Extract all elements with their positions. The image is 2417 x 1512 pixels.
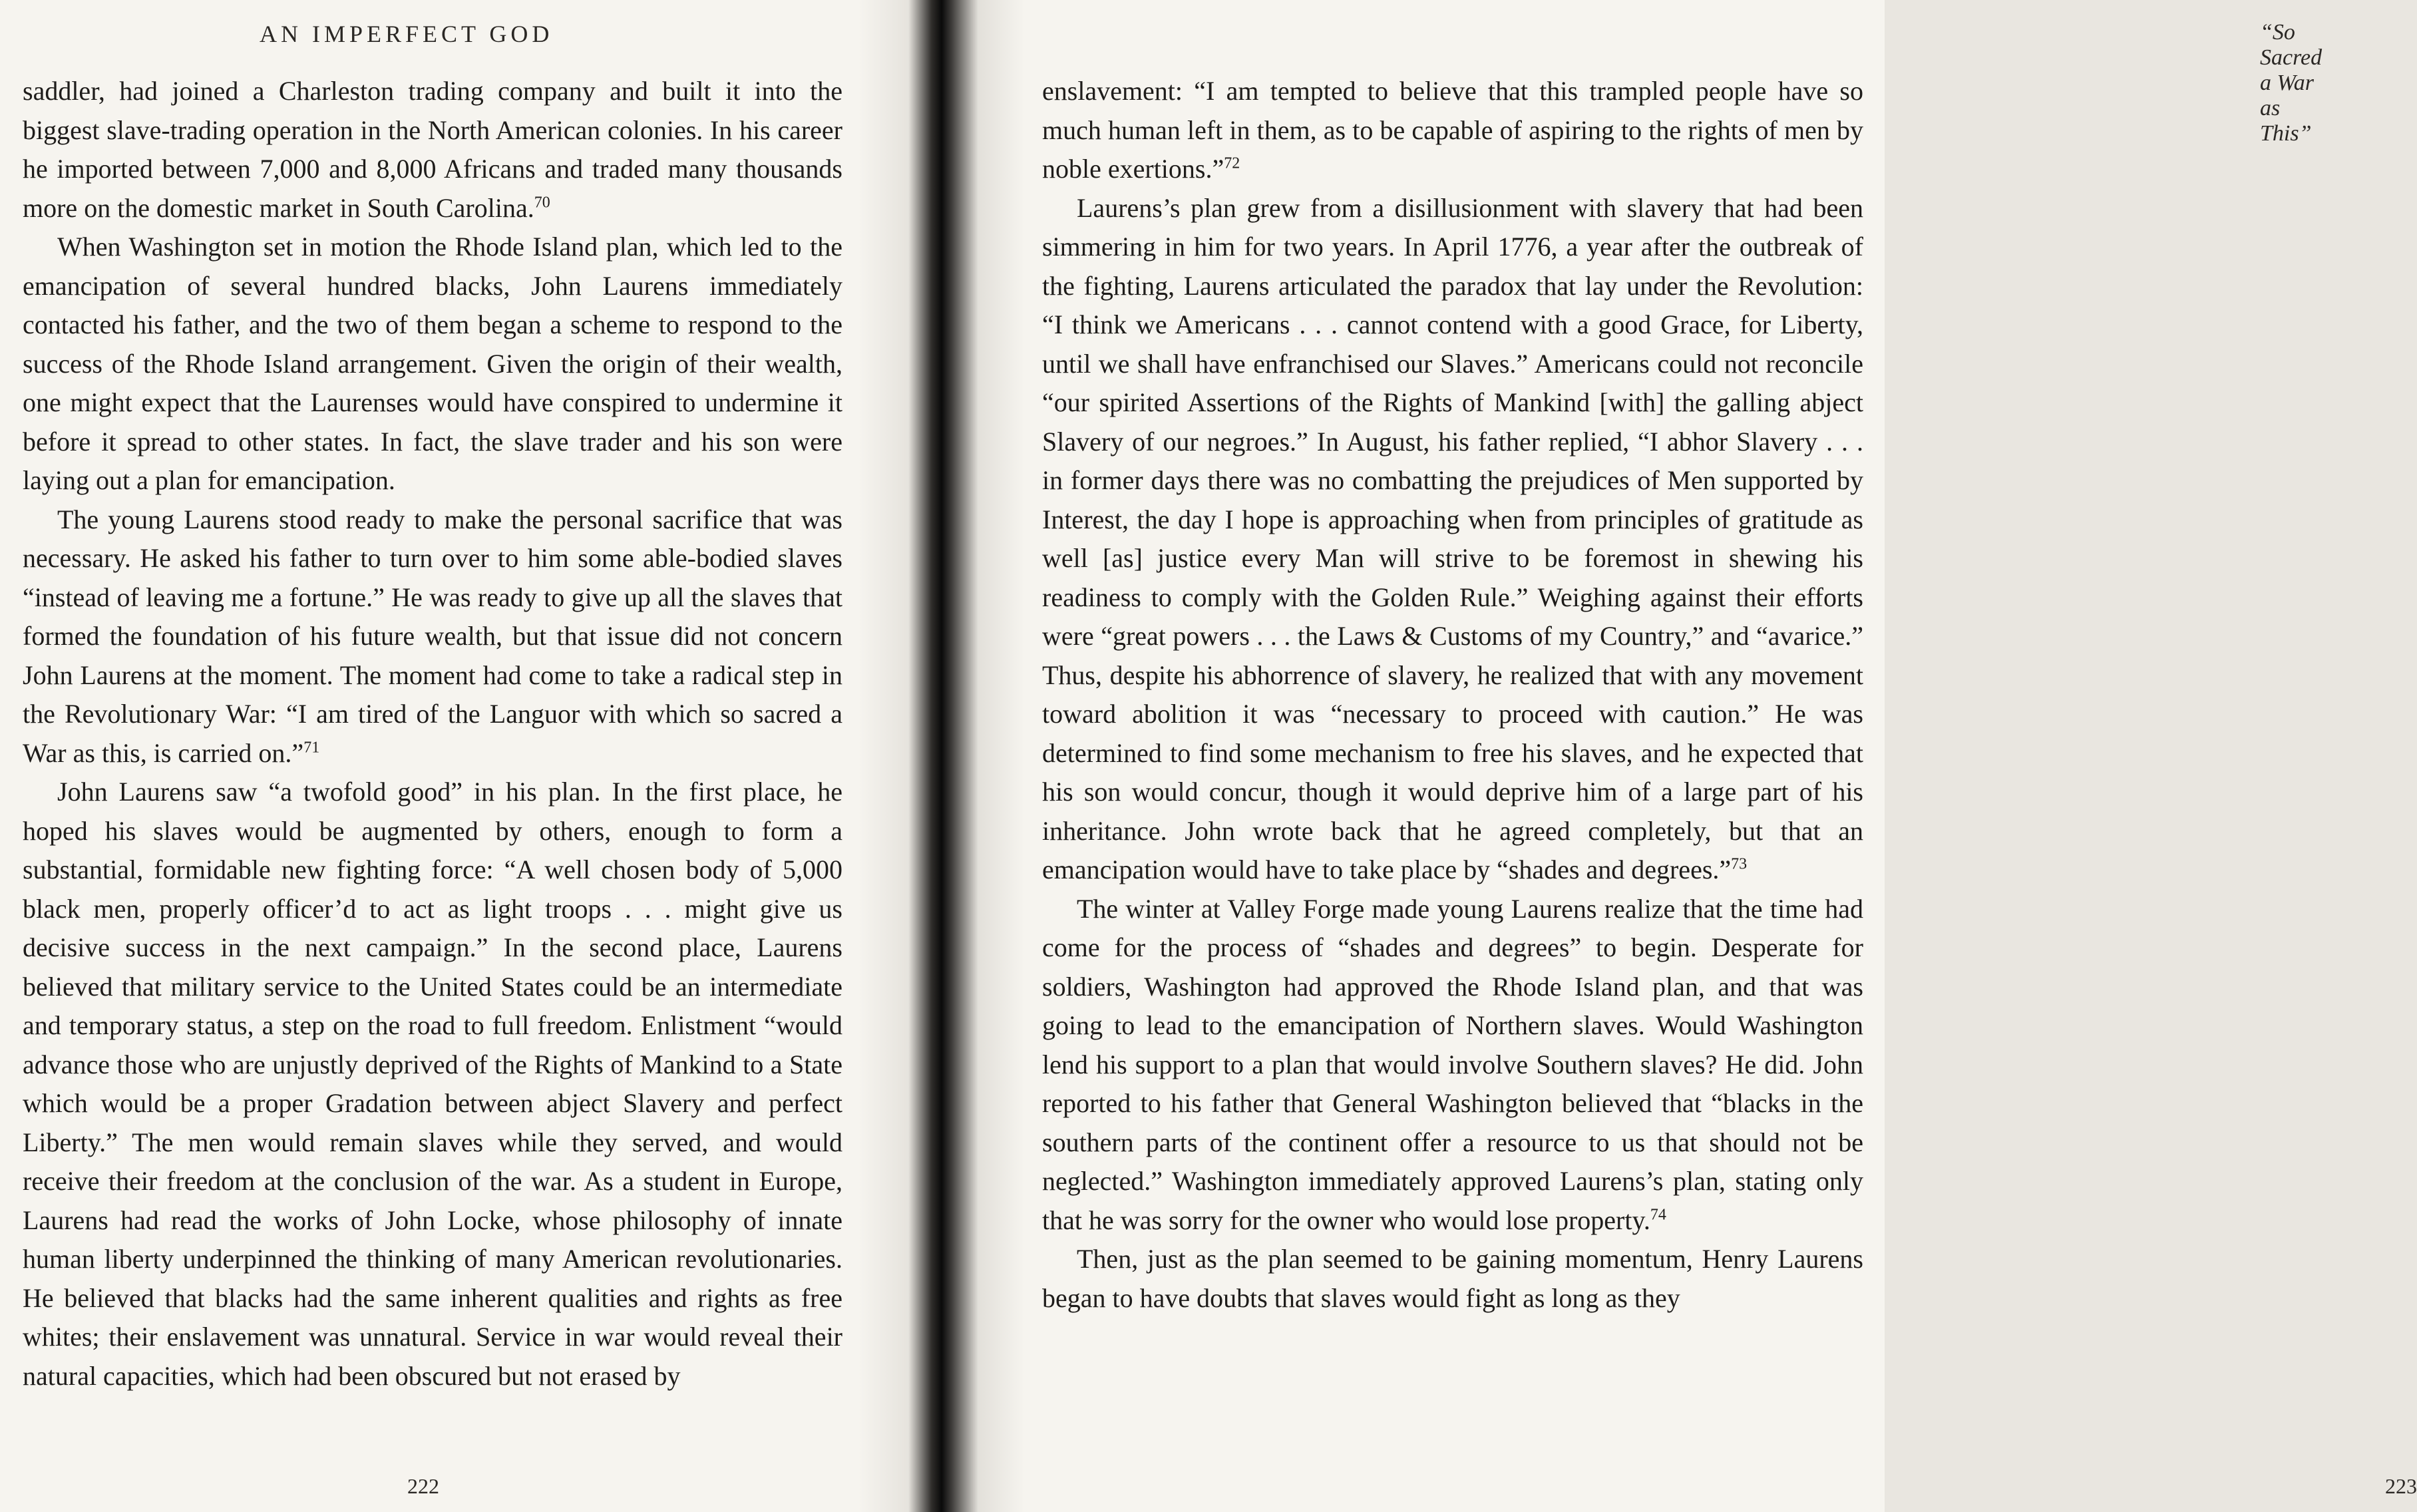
running-head-right: “So Sacred a War as This” [2260, 20, 2323, 146]
right-page-body [1042, 72, 1863, 1318]
paragraph-text: John Laurens saw “a twofold good” in his plan. In the first place, he hoped his slaves would be augmented by others, enough to form a substantial, formidable new fighting force: “A well chosen body of 5,000 black men, properly officer’d to act as light troops . . . might give us decisive success in the next campaign.” In the second place, Laurens believed that military service to the United States could be an intermediate and temporary status, a step on the road to full freedom. Enlistment “would advance those who are unjustly deprived of the Rights of Mankind to a State which would be a proper Gradation between abject Slavery and perfect Liberty.” The men would remain slaves while they served, and would receive their freedom at the conclusion of the war. As a student in Europe, Laurens had read the works of John Locke, whose philosophy of innate human liberty underpinned the thinking of many American revolutionaries. He believed that blacks had the same inherent qualities and rights as free whites; their enslavement was unnatural. Service in war would reveal their natural capacities, which had been obscured but not erased by [23, 777, 842, 1391]
paragraph [23, 72, 842, 228]
paragraph [23, 773, 842, 1396]
footnote-marker: 72 [1224, 154, 1240, 172]
left-page [0, 0, 942, 1512]
paragraph-text: saddler, had joined a Charleston trading company and built it into the biggest slave-trading operation in the North American colonies. In his career he imported between 7,000 and 8,000 Africans and traded many thousands more on the domestic market in South Carolina. [23, 76, 842, 223]
paragraph-text: enslavement: “I am tempted to believe that this trampled people have so much human left in them, as to be capable of aspiring to the rights of men by noble exertions.” [1042, 76, 1863, 184]
paragraph-text: When Washington set in motion the Rhode Island plan, which led to the emancipation of several hundred blacks, John Laurens immediately contacted his father, and the two of them began a scheme to respond to the success of the Rhode Island arrangement. Given the origin of their wealth, one might expect that the Laurenses would have conspired to undermine it before it spread to other states. In fact, the slave trader and his son were laying out a plan for emancipation. [23, 232, 842, 495]
paragraph [23, 500, 842, 773]
paragraph [23, 228, 842, 500]
paragraph-text: Laurens’s plan grew from a disillusionment with slavery that had been simmering in him for two years. In April 1776, a year after the outbreak of the fighting, Laurens articulated the paradox that lay under the Revolution: “I think we Americans . . . cannot contend with a good Grace, for Liberty, until we shall have enfranchised our Slaves.” Americans could not reconcile “our spirited Assertions of the Rights of Mankind [with] the galling abject Slavery of our negroes.” In August, his father replied, “I abhor Slavery . . . in former days there was no combatting the prejudices of Men supported by Interest, the day I hope is approaching when from principles of gratitude as well [as] justice every Man will strive to be foremost in shewing his readiness to comply with the Golden Rule.” Weighing against their efforts were “great powers . . . the Laws & Customs of my Country,” and “avarice.” Thus, despite his abhorrence of slavery, he realized that with any movement toward abolition it was “necessary to proceed with caution.” He was determined to find some mechanism to free his slaves, and he expected that his son would concur, though it would deprive him of a large part of his inheritance. John wrote back that he agreed completely, but that an emancipation would have to take place by “shades and degrees.” [1042, 192, 1863, 884]
footnote-marker: 74 [1650, 1206, 1666, 1224]
right-page [942, 0, 2417, 1512]
footnote-marker: 71 [303, 739, 320, 757]
footnote-marker: 73 [1731, 855, 1748, 873]
paragraph [1042, 189, 1863, 890]
page-number-left: 222 [407, 1474, 439, 1498]
running-head-left: AN IMPERFECT GOD [260, 21, 554, 47]
paragraph-text: Then, just as the plan seemed to be gaining momentum, Henry Laurens began to have doubts that slaves would fight as long as they [1042, 1244, 1863, 1313]
footnote-marker: 70 [534, 194, 550, 212]
left-page-body [23, 72, 842, 1396]
page-number-right: 223 [2385, 1474, 2417, 1498]
paragraph [1042, 72, 1863, 189]
paragraph [1042, 890, 1863, 1240]
paragraph [1042, 1240, 1863, 1318]
paragraph-text: The young Laurens stood ready to make the personal sacrifice that was necessary. He asked his father to turn over to him some able-bodied slaves “instead of leaving me a fortune.” He was ready to give up all the slaves that formed the foundation of his future wealth, but that issue did not concern John Laurens at the moment. The moment had come to take a radical step in the Revolutionary War: “I am tired of the Languor with which so sacred a War as this, is carried on.” [23, 504, 842, 768]
paragraph-text: The winter at Valley Forge made young Laurens realize that the time had come for the process of “shades and degrees” to begin. Desperate for soldiers, Washington had approved the Rhode Island plan, and that was going to lead to the emancipation of Northern slaves. Would Washington lend his support to a plan that would involve Southern slaves? He did. John reported to his father that General Washington believed that “blacks in the southern parts of the continent offer a resource to us that should not be neglected.” Washington immediately approved Laurens’s plan, stating only that he was sorry for the owner who would lose property. [1042, 893, 1863, 1235]
